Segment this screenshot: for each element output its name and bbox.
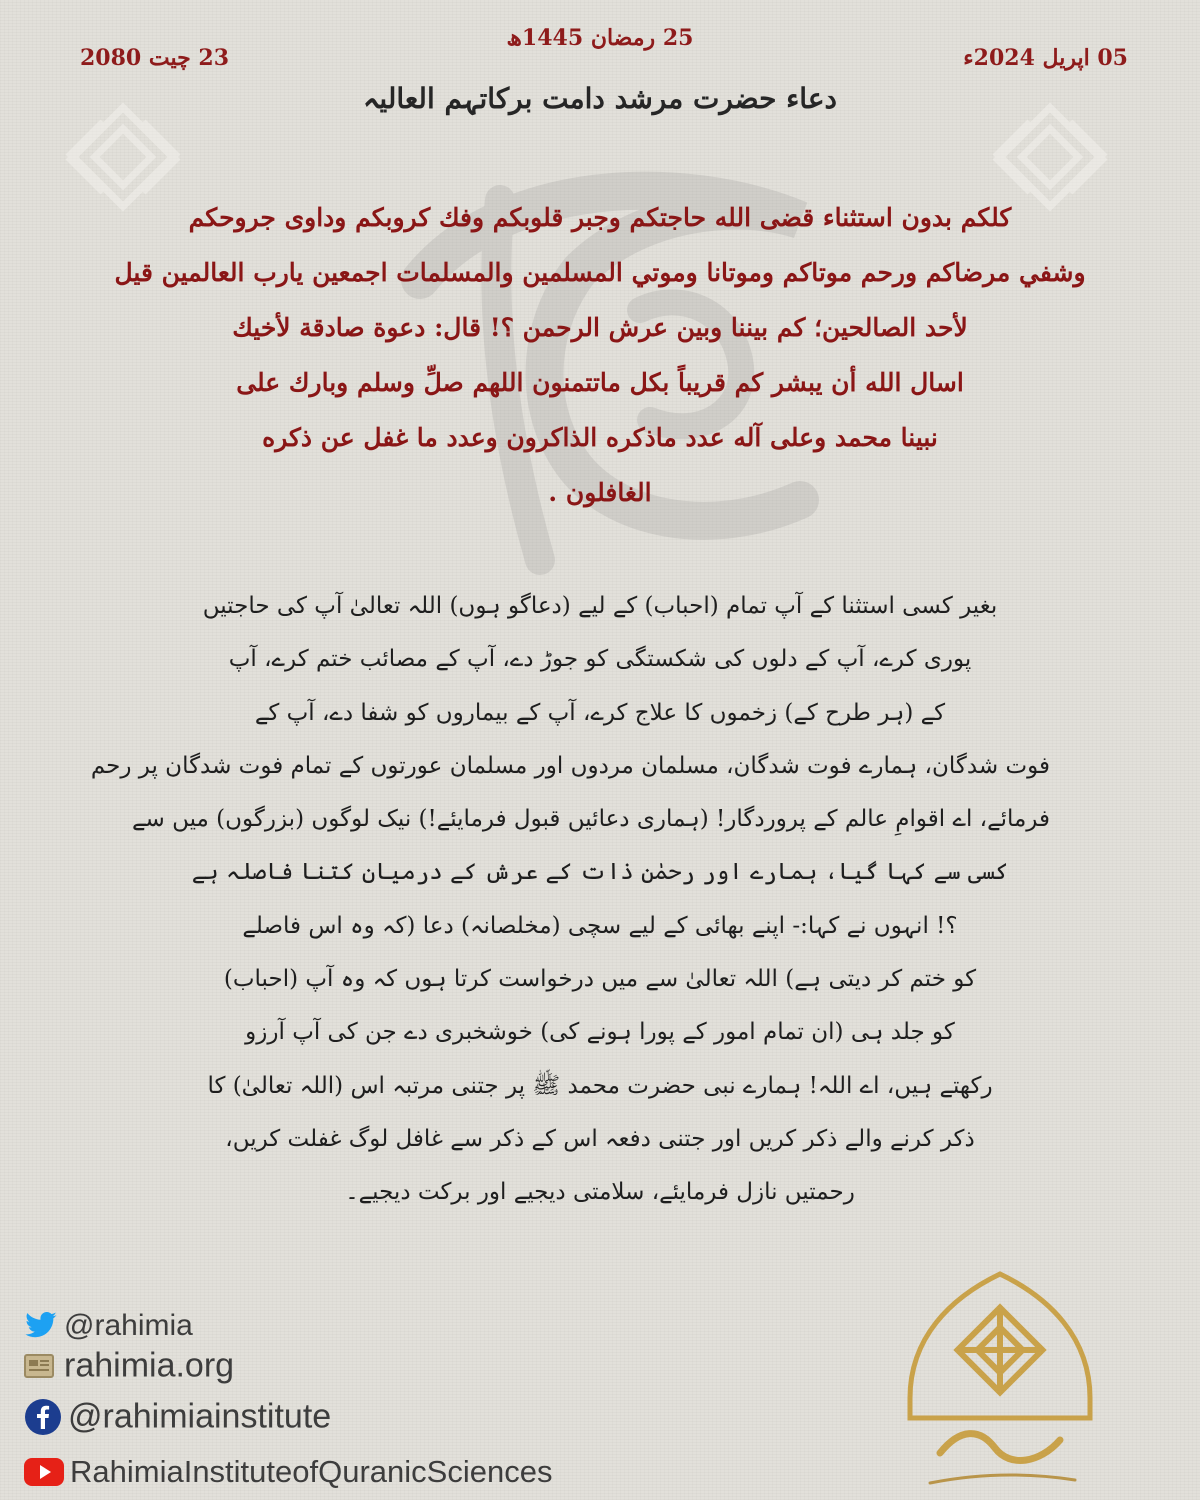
- website-url: rahimia.org: [64, 1346, 235, 1385]
- hijri-date: 25 رمضان 1445ھ: [506, 25, 694, 51]
- urdu-line: کو ختم کر دیتی ہے) اللہ تعالیٰ سے میں درخواست کرتا ہوں کہ وہ آپ (احباب): [223, 966, 977, 993]
- urdu-line: فرمائے، اے اقوامِ عالم کے پروردگار! (ہماری دعائیں قبول فرمایئے!) نیک لوگوں (بزرگوں) میں سے: [132, 806, 1050, 833]
- urdu-line: کے (ہر طرح کے) زخموں کا علاج کرے، آپ کے بیماروں کو شفا دے، آپ کے: [254, 699, 946, 726]
- arabic-line: الغافلون .: [548, 478, 652, 507]
- urdu-line: ذکر کرنے والے ذکر کریں اور جتنی دفعہ اس کے ذکر سے غافل لوگ غفلت کریں،: [225, 1125, 975, 1152]
- rahimia-logo: [900, 1268, 1100, 1498]
- arabic-line: وشفي مرضاكم ورحم موتاكم وموتانا وموتي المسلمين والمسلمات اجمعين يارب العالمين قيل: [114, 258, 1086, 287]
- urdu-line: رکھتے ہیں، اے اللہ! ہمارے نبی حضرت محمد ﷺ پر جتنی مرتبہ اس (اللہ تعالیٰ) کا: [207, 1072, 993, 1099]
- twitter-link[interactable]: [24, 1306, 324, 1346]
- youtube-icon: [24, 1458, 64, 1486]
- youtube-channel: RahimiaInstituteofQuranicSciences: [70, 1454, 553, 1489]
- page-title: دعاء حضرت مرشد دامت برکاتہم العالیہ: [362, 82, 838, 115]
- website-link[interactable]: [24, 1344, 324, 1388]
- twitter-icon: [24, 1311, 58, 1341]
- urdu-line: فوت شدگان، ہمارے فوت شدگان، مسلمان مردوں اور مسلمان عورتوں کے تمام فوت شدگان پر رحم: [90, 752, 1050, 779]
- facebook-icon: [24, 1398, 62, 1436]
- bikrami-date: 23 چیت 2080: [80, 45, 230, 71]
- arabic-line: نبينا محمد وعلى آله عدد ماذكره الذاكرون وعدد ما غفل عن ذكره: [262, 423, 938, 452]
- arabic-line: لأحد الصالحين؛ كم بيننا وبين عرش الرحمن ؟! قال: دعوة صادقة لأخيك: [232, 313, 968, 342]
- urdu-line: کو جلد ہی (ان تمام امور کے پورا ہونے کی) خوشخبری دے جن کی آپ آرزو: [245, 1019, 955, 1046]
- urdu-line: کسی سے کہا گیا، ہمارے اور رحمٰن ذات کے عرش کے درمیان کتنا فاصلہ ہے: [191, 859, 1009, 886]
- urdu-line: رحمتیں نازل فرمایئے، سلامتی دیجیے اور برکت دیجیے۔: [345, 1179, 855, 1206]
- urdu-translation: [90, 580, 1050, 1220]
- arabic-line: كلكم بدون استثناء قضى الله حاجتكم وجبر قلوبكم وفك كروبكم وداوى جروحكم: [188, 203, 1012, 232]
- gregorian-date: 05 اپریل 2024ء: [963, 45, 1128, 71]
- facebook-handle: @rahimiainstitute: [68, 1397, 332, 1436]
- facebook-link[interactable]: [24, 1392, 444, 1442]
- web-icon: [24, 1353, 54, 1379]
- arabic-dua: [90, 190, 1110, 520]
- urdu-line: ؟! انہوں نے کہا:- اپنے بھائی کے لیے سچی (مخلصانہ) دعا (کہ وہ اس فاصلے: [242, 912, 958, 939]
- youtube-link[interactable]: [24, 1450, 664, 1494]
- arabic-line: اسال الله أن يبشر كم قريباً بكل ماتتمنون اللهم صلِّ وسلم وبارك على: [236, 368, 964, 397]
- urdu-line: پوری کرے، آپ کے دلوں کی شکستگی کو جوڑ دے، آپ کے مصائب ختم کرے، آپ: [228, 646, 972, 673]
- twitter-handle: @rahimia: [64, 1309, 193, 1342]
- urdu-line: بغیر کسی استثنا کے آپ تمام (احباب) کے لیے (دعاگو ہوں) اللہ تعالیٰ آپ کی حاجتیں: [202, 593, 998, 619]
